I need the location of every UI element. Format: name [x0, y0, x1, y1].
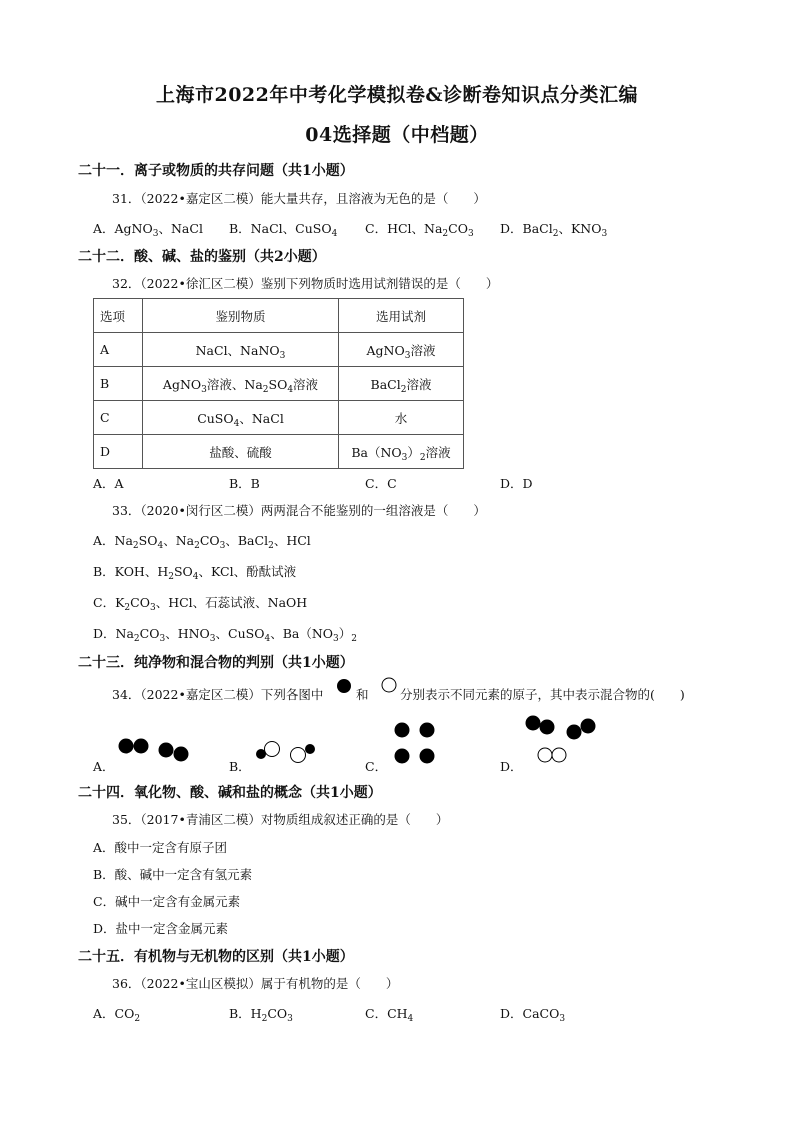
q36-option-a: A．$CO_2$ — [93, 1006, 141, 1024]
q32-option-d: D．D — [500, 476, 533, 491]
q32-option-b: B．B — [229, 476, 260, 491]
question-36-stem: 36．（2022•宝山区模拟）属于有机物的是（ ） — [112, 976, 399, 991]
table-cell: B — [94, 367, 143, 401]
table-cell: D — [94, 435, 143, 469]
q34-option-a: A． — [93, 759, 115, 774]
table-row — [94, 367, 464, 401]
q34-diagram-a — [116, 736, 196, 766]
table-cell: C — [94, 401, 143, 435]
document-title: 上海市2022年中考化学模拟卷&诊断卷知识点分类汇编 — [155, 84, 639, 106]
section-heading-23: 二十三．纯净物和混合物的判别（共1小题） — [78, 655, 354, 671]
q34-diagram-b — [252, 740, 326, 768]
q33-option-b: B．KOH、$H_2SO_4$、KCl、酚酞试液 — [93, 564, 297, 582]
q36-option-b: B．$H_2CO_3$ — [229, 1006, 293, 1024]
q33-option-d: D．$Na_2CO_3$、$HNO_3$、CuSO$_4$、$Ba(NO_3)_2$ — [93, 626, 358, 644]
table-cell: AgNO$_3$溶液 — [339, 333, 464, 367]
q32-option-c: C．C — [365, 476, 397, 491]
section-heading-21: 二十一．离子或物质的共存问题（共1小题） — [78, 163, 354, 179]
table-cell: CuSO$_4$、NaCl — [143, 401, 339, 435]
table-cell: 盐酸、硫酸 — [143, 435, 339, 469]
filled-atom-icon — [336, 678, 352, 694]
section-heading-22: 二十二．酸、碱、盐的鉴别（共2小题） — [78, 249, 326, 265]
section-heading-25: 二十五．有机物与无机物的区别（共1小题） — [78, 949, 354, 965]
table-row — [94, 333, 464, 367]
q36-option-c: C．$CH_4$ — [365, 1006, 414, 1024]
table-header-row — [94, 299, 464, 333]
document-subtitle: 04选择题（中档题） — [305, 124, 489, 146]
q33-option-c: C．$K_2CO_3$、HCl、石蕊试液、NaOH — [93, 595, 308, 613]
table-cell: BaCl$_2$溶液 — [339, 367, 464, 401]
table-cell: AgNO$_3$溶液、$Na_2SO_4$溶液 — [143, 367, 339, 401]
q32-table — [93, 298, 464, 469]
table-cell: NaCl、NaNO$_3$ — [143, 333, 339, 367]
q34-option-d: D． — [500, 759, 523, 774]
table-row — [94, 435, 464, 469]
table-header-cell: 选用试剂 — [339, 299, 464, 333]
q34-diagram-d — [522, 712, 602, 768]
question-31-stem: 31．（2022•嘉定区二模）能大量共存，且溶液为无色的是（ ） — [112, 191, 486, 206]
q31-option-a: A．AgNO$_3$、NaCl — [93, 221, 203, 239]
question-34-stem-part3: 分别表示不同元素的原子，其中表示混合物的( ) — [400, 687, 685, 702]
table-cell: A — [94, 333, 143, 367]
table-header-cell: 选项 — [94, 299, 143, 333]
q34-option-c: C． — [365, 759, 388, 774]
question-33-stem: 33．（2020•闵行区二模）两两混合不能鉴别的一组溶液是（ ） — [112, 503, 486, 518]
q31-option-d: D．BaCl$_2$、$KNO_3$ — [500, 221, 608, 239]
hollow-atom-icon — [381, 677, 397, 693]
q32-option-a: A．A — [93, 476, 124, 491]
q31-option-b: B．NaCl、CuSO$_4$ — [229, 221, 338, 239]
q36-option-d: D．CaCO$_3$ — [500, 1006, 566, 1024]
q34-option-b: B． — [229, 759, 251, 774]
table-row — [94, 401, 464, 435]
question-35-stem: 35．（2017•青浦区二模）对物质组成叙述正确的是（ ） — [112, 812, 449, 827]
q33-option-a: A．$Na_2SO_4$、$Na_2CO_3$、BaCl$_2$、HCl — [93, 533, 311, 551]
table-cell: 水 — [339, 401, 464, 435]
q35-option-b: B．酸、碱中一定含有氢元素 — [93, 867, 253, 882]
q34-diagram-c — [390, 718, 440, 770]
question-32-stem: 32．（2022•徐汇区二模）鉴别下列物质时选用试剂错误的是（ ） — [112, 276, 499, 291]
question-34-stem-part2: 和 — [356, 687, 369, 702]
q35-option-c: C．碱中一定含有金属元素 — [93, 894, 241, 909]
table-header-cell: 鉴别物质 — [143, 299, 339, 333]
q35-option-d: D．盐中一定含金属元素 — [93, 921, 229, 936]
question-34-stem-part1: 34．（2022•嘉定区二模）下列各图中 — [112, 687, 324, 702]
table-cell: $Ba(NO_3)_2$溶液 — [339, 435, 464, 469]
q31-option-c: C．HCl、$Na_2CO_3$ — [365, 221, 474, 239]
section-heading-24: 二十四．氧化物、酸、碱和盐的概念（共1小题） — [78, 785, 382, 801]
q35-option-a: A．酸中一定含有原子团 — [93, 840, 228, 855]
